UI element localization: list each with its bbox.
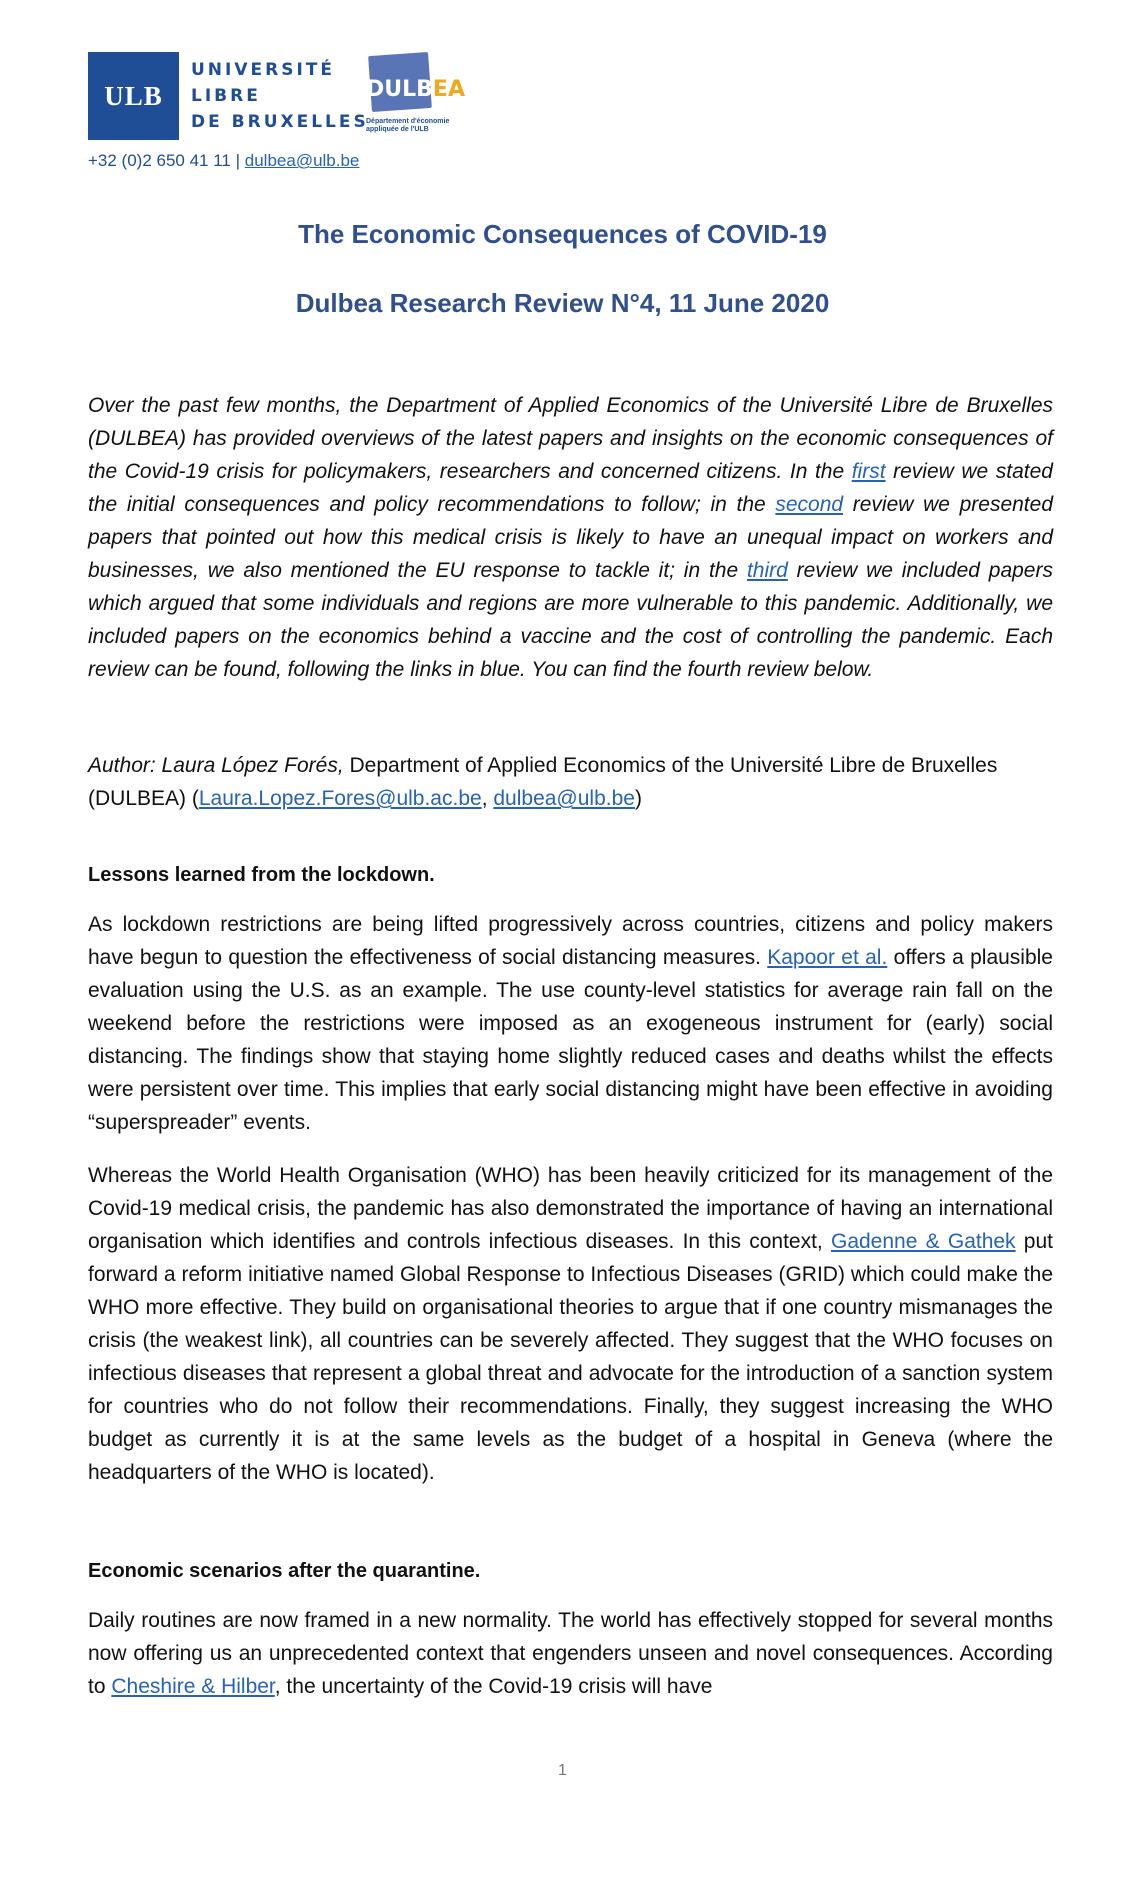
document-subtitle: Dulbea Research Review N°4, 11 June 2020 — [295, 288, 830, 318]
first-review-link[interactable]: first — [851, 460, 886, 483]
section2-p1-text-a: Daily routines are now framed in a new normality. The world has effectively stopped for several months now offering us an unprecedented context that engenders unseen and novel consequences. According to — [88, 1609, 1053, 1698]
kapoor-link[interactable]: Kapoor et al. — [767, 946, 888, 969]
document-title: The Economic Consequences of COVID-19 — [298, 219, 827, 249]
intro-text-2: review we stated the initial consequences and policy recommendations to follow; in the — [88, 460, 1053, 516]
section-heading-economic-scenarios: Economic scenarios after the quarantine. — [88, 1560, 481, 1582]
dulbea-logo-word — [366, 77, 465, 102]
ulb-line-3: DE BRUXELLES — [191, 112, 369, 132]
section1-paragraph-2 — [88, 1159, 1053, 1489]
author-label: Author: Laura López Forés, — [88, 754, 344, 777]
contact-email-link[interactable]: dulbea@ulb.be — [244, 151, 360, 170]
gadenne-gathek-link[interactable]: Gadenne & Gathek — [830, 1230, 1016, 1253]
section1-p1-text-a: As lockdown restrictions are being lifted progressively across countries, citizens and policy makers have begun to question the effectiveness of social distancing measures. — [88, 913, 1053, 969]
dulbea-word-part1: DULB — [366, 77, 433, 102]
dulbea-logo-subtitle: Département d'économie appliquée de l'ULB — [366, 118, 450, 133]
ulb-line-1: UNIVERSITÉ — [191, 60, 335, 80]
cheshire-hilber-link[interactable]: Cheshire & Hilber — [111, 1675, 275, 1698]
ulb-logo-box: ULB — [88, 52, 179, 140]
second-review-link[interactable]: second — [775, 493, 844, 516]
intro-text-1: Over the past few months, the Department of Applied Economics of the Université Libre de Bruxelles (DULBEA) has provided overviews of the latest papers and insights on the economic consequences of the Covid-19 crisis for policymakers, researchers and concerned citizens. In the — [88, 394, 1053, 483]
intro-text-3: review we presented papers that pointed out how this medical crisis is likely to have an unequal impact on workers and businesses, we also mentioned the EU response to tackle it; in the — [88, 493, 1054, 582]
section1-p2-text-a: Whereas the World Health Organisation (WHO) has been heavily criticized for its management of the Covid-19 medical crisis, the pandemic has also demonstrated the importance of having an international organisation which identifies and controls infectious diseases. In this context, — [88, 1164, 1053, 1253]
dulbea-email-link[interactable]: dulbea@ulb.be — [493, 787, 635, 810]
third-review-link[interactable]: third — [746, 559, 788, 582]
page-number: 1 — [558, 1762, 567, 1779]
ulb-logo — [88, 52, 369, 140]
section2-paragraph-1 — [88, 1604, 1053, 1703]
dulbea-word-part2: EA — [432, 77, 465, 102]
contact-phone: +32 (0)2 650 41 11 | — [88, 151, 241, 170]
section-heading-lockdown: Lessons learned from the lockdown. — [88, 864, 435, 886]
ulb-logo-text — [191, 57, 369, 135]
contact-line — [88, 151, 359, 171]
author-affiliation: Department of Applied Economics of the Université Libre de Bruxelles (DULBEA) ( — [88, 754, 998, 810]
section2-p1-text-b: , the uncertainty of the Covid-19 crisis will have — [274, 1675, 713, 1698]
author-close-paren: ) — [634, 787, 642, 810]
author-email-separator: , — [481, 787, 494, 810]
author-email-link[interactable]: Laura.Lopez.Fores@ulb.ac.be — [198, 787, 482, 810]
intro-paragraph — [88, 389, 1053, 686]
dulbea-logo — [364, 54, 464, 144]
section1-p2-text-b: put forward a reform initiative named Global Response to Infectious Diseases (GRID) which could make the WHO more effective. They build on organisational theories to argue that if one country mismanages the crisis (the weakest link), all countries can be severely affected. They suggest that the WHO focuses on infectious diseases that represent a global threat and advocate for the introduction of a sanction system for countries who do not follow their recommendations. Finally, they suggest increasing the WHO budget as currently it is at the same levels as the budget of a hospital in Geneva (where the headquarters of the WHO is located). — [88, 1230, 1053, 1484]
author-paragraph — [88, 749, 1053, 815]
intro-text-4: review we included papers which argued that some individuals and regions are more vulnerable to this pandemic. Additionally, we included papers on the economics behind a vaccine and the cost of controlling the pandemic. Each review can be found, following the links in blue. You can find the fourth review below. — [88, 559, 1053, 681]
ulb-line-2: LIBRE — [191, 86, 261, 106]
section1-p1-text-b: offers a plausible evaluation using the U.S. as an example. The use county-level statistics for average rain fall on the weekend before the restrictions were imposed as an exogeneous instrument for (early) social distancing. The findings show that staying home slightly reduced cases and deaths whilst the effects were persistent over time. This implies that early social distancing might have been effective in avoiding “superspreader” events. — [88, 946, 1053, 1134]
section1-paragraph-1 — [88, 908, 1053, 1139]
